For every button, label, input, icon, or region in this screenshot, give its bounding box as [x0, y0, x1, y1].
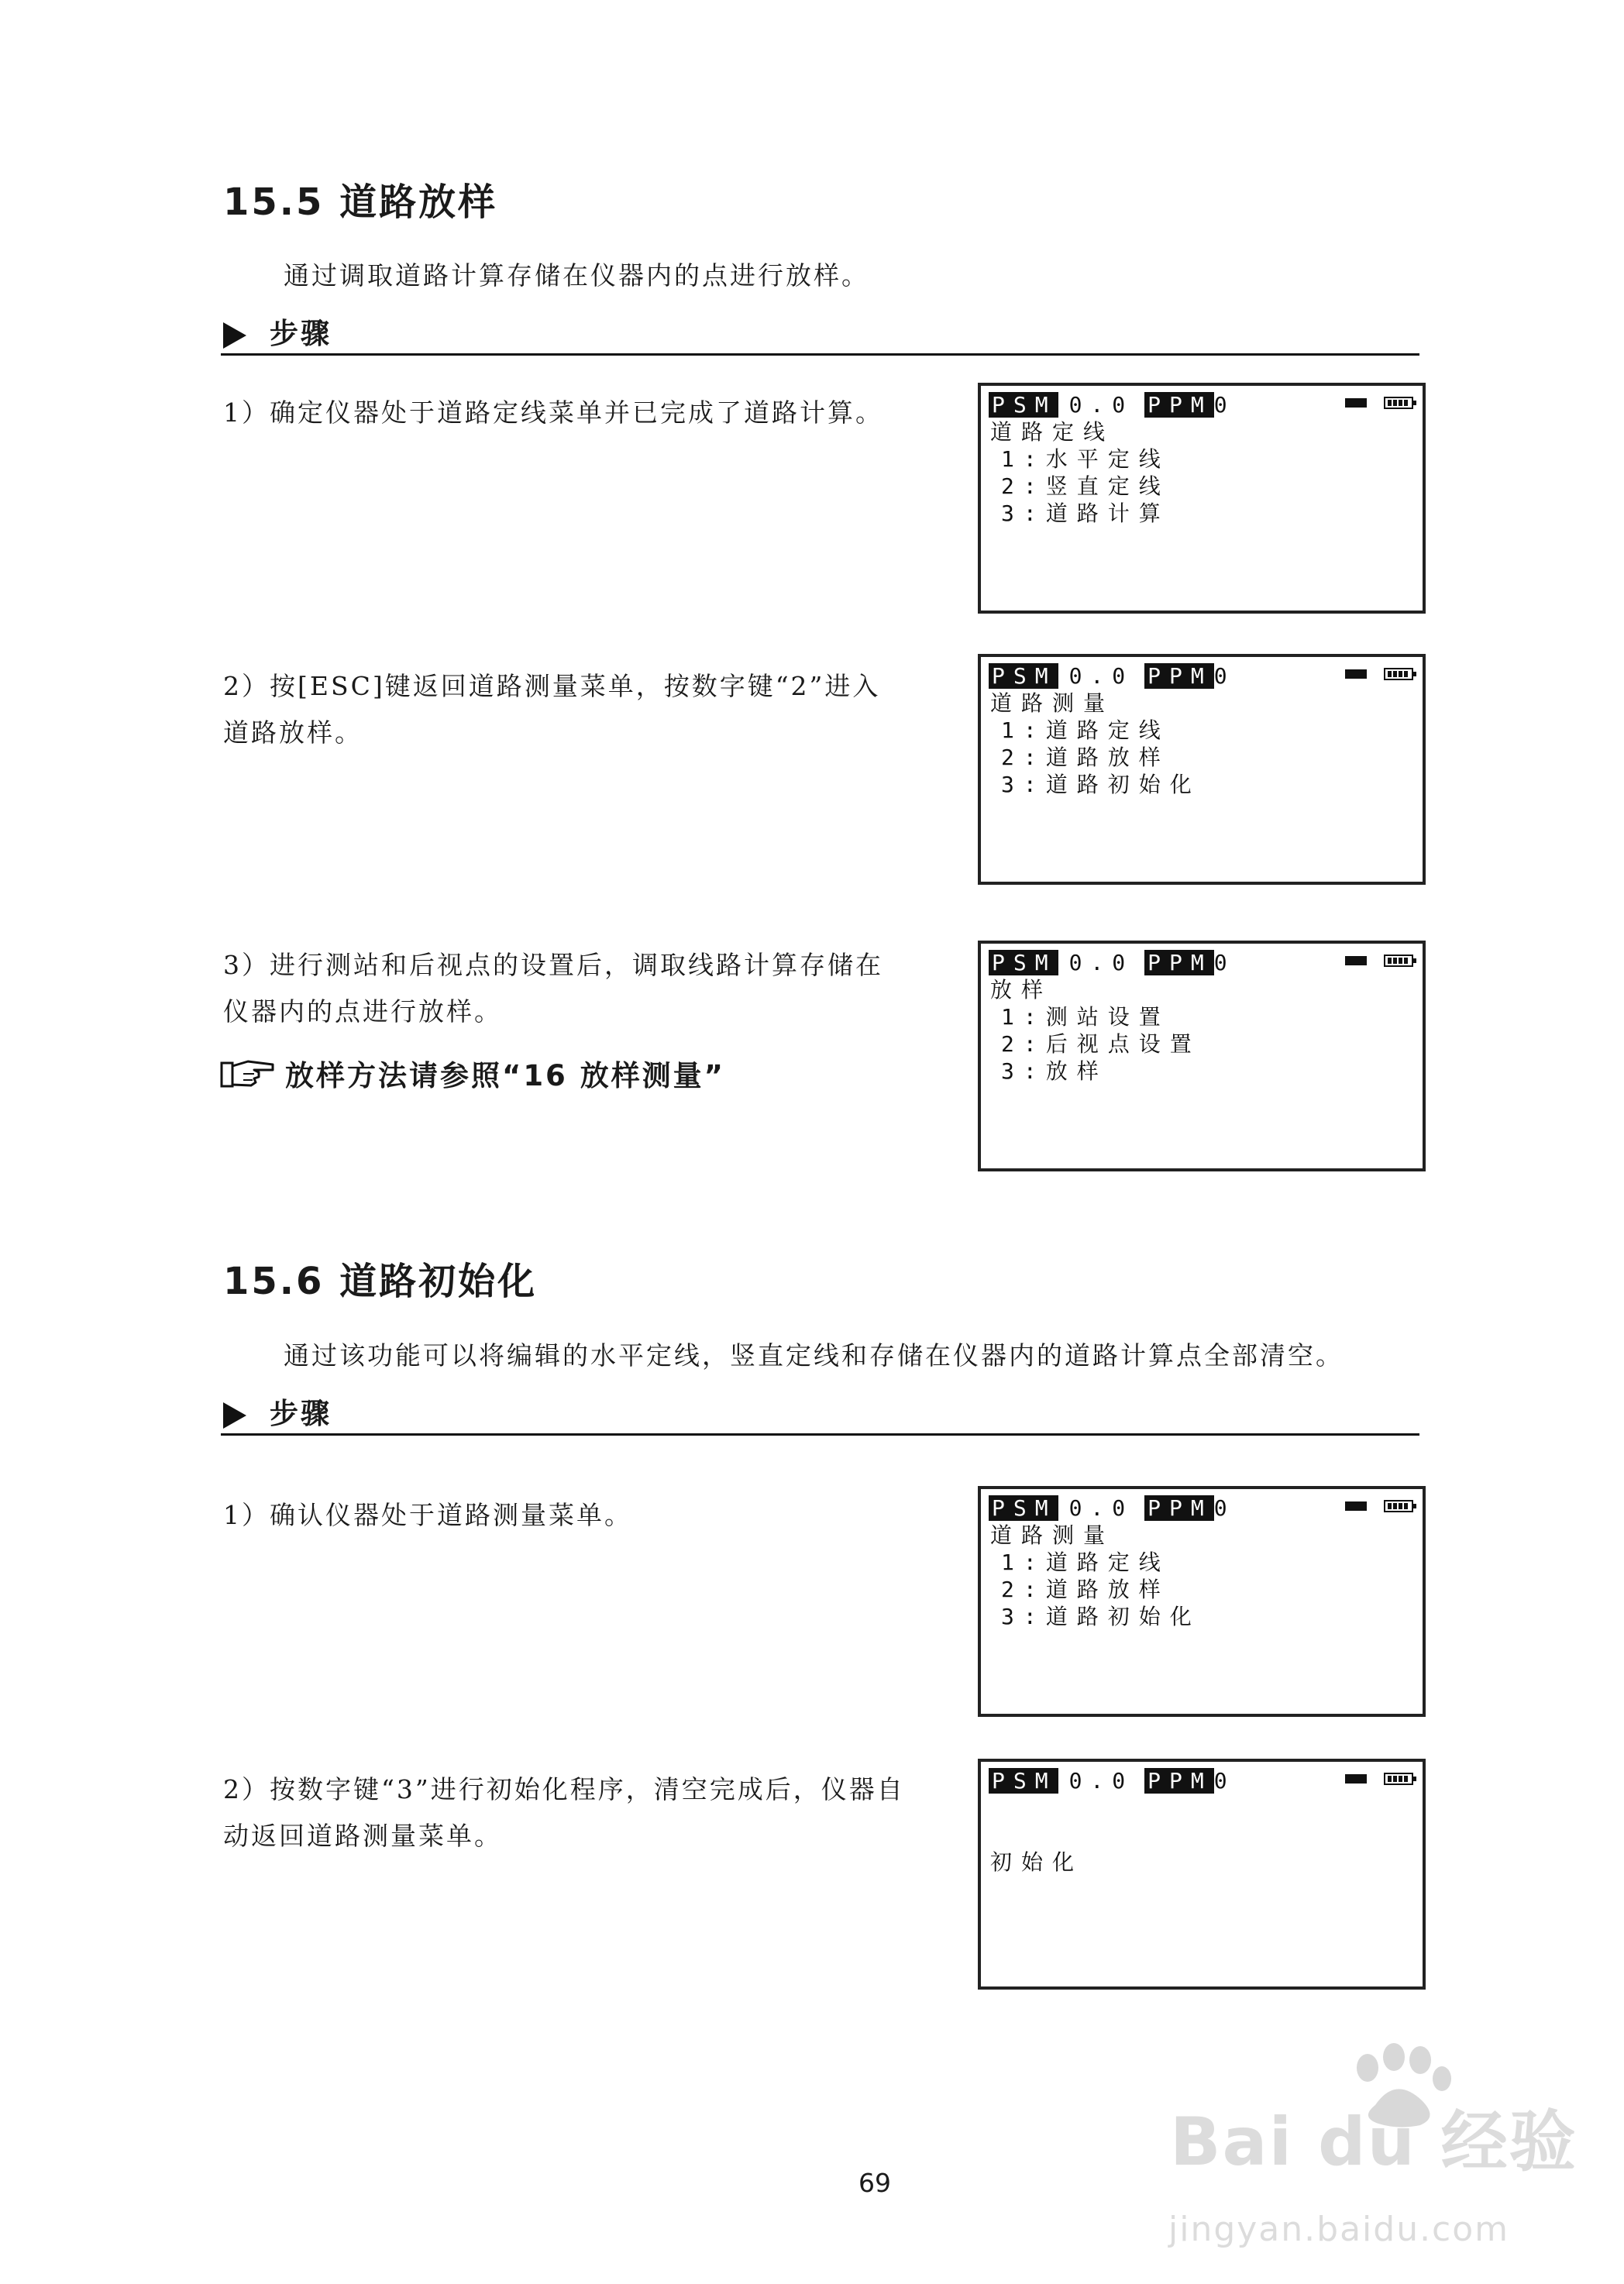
instrument-screen: [978, 383, 1426, 614]
status-bar: [989, 392, 1236, 418]
psm-label: PSM: [989, 663, 1058, 689]
battery-icon: [1384, 397, 1413, 409]
memory-icon: [1345, 1774, 1367, 1784]
reference-note: 放样方法请参照“16 放样测量”: [220, 1052, 725, 1094]
memory-icon: [1345, 956, 1367, 965]
triangle-bullet-icon: [223, 322, 246, 349]
menu-item[interactable]: 3:道路初始化: [1001, 772, 1201, 797]
menu-item[interactable]: 1:测站设置: [1001, 1004, 1170, 1030]
instrument-screen: [978, 1759, 1426, 1990]
steps-heading-15-6: 步骤: [223, 1390, 332, 1432]
section-title-15-5: 15.5 道路放样: [223, 181, 498, 224]
section-title-15-6: 15.6 道路初始化: [223, 1260, 538, 1303]
pointing-hand-icon: [220, 1057, 276, 1089]
step-text: 3）进行测站和后视点的设置后，调取线路计算存储在仪器内的点进行放样。: [223, 950, 883, 1027]
section-intro-15-6: 通过该功能可以将编辑的水平定线，竖直定线和存储在仪器内的道路计算点全部清空。: [284, 1340, 1344, 1371]
status-bar: [989, 1768, 1236, 1794]
screen-title: 道路定线: [990, 419, 1115, 445]
ppm-value: 0: [1213, 663, 1236, 689]
psm-value: 0.0: [1068, 1495, 1134, 1521]
watermark-brand: Bai du 经验: [1170, 2103, 1578, 2181]
psm-label: PSM: [989, 1495, 1058, 1521]
status-bar: [989, 950, 1236, 975]
steps-divider: [221, 1433, 1419, 1436]
ppm-value: 0: [1213, 1768, 1236, 1794]
screen-message: 初始化: [990, 1849, 1084, 1875]
watermark-url: jingyan.baidu.com: [1168, 2210, 1510, 2249]
screen-title: 道路测量: [990, 690, 1115, 716]
ppm-label: PPM: [1144, 392, 1214, 418]
psm-value: 0.0: [1068, 950, 1134, 975]
ppm-label: PPM: [1144, 1495, 1214, 1521]
steps-heading-15-5: 步骤: [223, 310, 332, 352]
menu-item[interactable]: 3:放样: [1001, 1058, 1108, 1084]
menu-item[interactable]: 2:后视点设置: [1001, 1031, 1201, 1057]
menu-item[interactable]: 2:道路放样: [1001, 745, 1170, 770]
psm-label: PSM: [989, 950, 1058, 975]
instrument-screen: [978, 1486, 1426, 1717]
psm-value: 0.0: [1068, 663, 1134, 689]
menu-item[interactable]: 1:道路定线: [1001, 1550, 1170, 1575]
step-text: 2）按数字键“3”进行初始化程序，清空完成后，仪器自动返回道路测量菜单。: [223, 1774, 905, 1851]
memory-icon: [1345, 1501, 1367, 1511]
ppm-value: 0: [1213, 950, 1236, 975]
section-intro-15-5: 通过调取道路计算存储在仪器内的点进行放样。: [284, 260, 869, 291]
battery-icon: [1384, 1773, 1413, 1785]
psm-label: PSM: [989, 392, 1058, 418]
battery-icon: [1384, 955, 1413, 967]
menu-item[interactable]: 2:竖直定线: [1001, 473, 1170, 499]
menu-item[interactable]: 2:道路放样: [1001, 1577, 1170, 1602]
screen-title: 放样: [990, 977, 1053, 1003]
menu-item[interactable]: 3:道路计算: [1001, 500, 1170, 526]
triangle-bullet-icon: [223, 1402, 246, 1429]
step-text: 2）按[ESC]键返回道路测量菜单，按数字键“2”进入道路放样。: [223, 671, 881, 748]
psm-label: PSM: [989, 1768, 1058, 1794]
menu-item[interactable]: 1:水平定线: [1001, 446, 1170, 472]
ppm-label: PPM: [1144, 663, 1214, 689]
instrument-screen: [978, 941, 1426, 1171]
step-text: 1）确认仪器处于道路测量菜单。: [223, 1500, 632, 1530]
ppm-label: PPM: [1144, 1768, 1214, 1794]
status-bar: [989, 663, 1236, 689]
memory-icon: [1345, 669, 1367, 679]
status-bar: [989, 1495, 1236, 1521]
instrument-screen: [978, 654, 1426, 885]
ppm-label: PPM: [1144, 950, 1214, 975]
psm-value: 0.0: [1068, 392, 1134, 418]
battery-icon: [1384, 1500, 1413, 1512]
step-text: 1）确定仪器处于道路定线菜单并已完成了道路计算。: [223, 397, 883, 428]
menu-item[interactable]: 1:道路定线: [1001, 717, 1170, 743]
battery-icon: [1384, 668, 1413, 680]
menu-item[interactable]: 3:道路初始化: [1001, 1604, 1201, 1629]
steps-divider: [221, 353, 1419, 356]
screen-title: 道路测量: [990, 1522, 1115, 1548]
psm-value: 0.0: [1068, 1768, 1134, 1794]
memory-icon: [1345, 398, 1367, 408]
ppm-value: 0: [1213, 1495, 1236, 1521]
ppm-value: 0: [1213, 392, 1236, 418]
page-number: 69: [858, 2168, 891, 2198]
